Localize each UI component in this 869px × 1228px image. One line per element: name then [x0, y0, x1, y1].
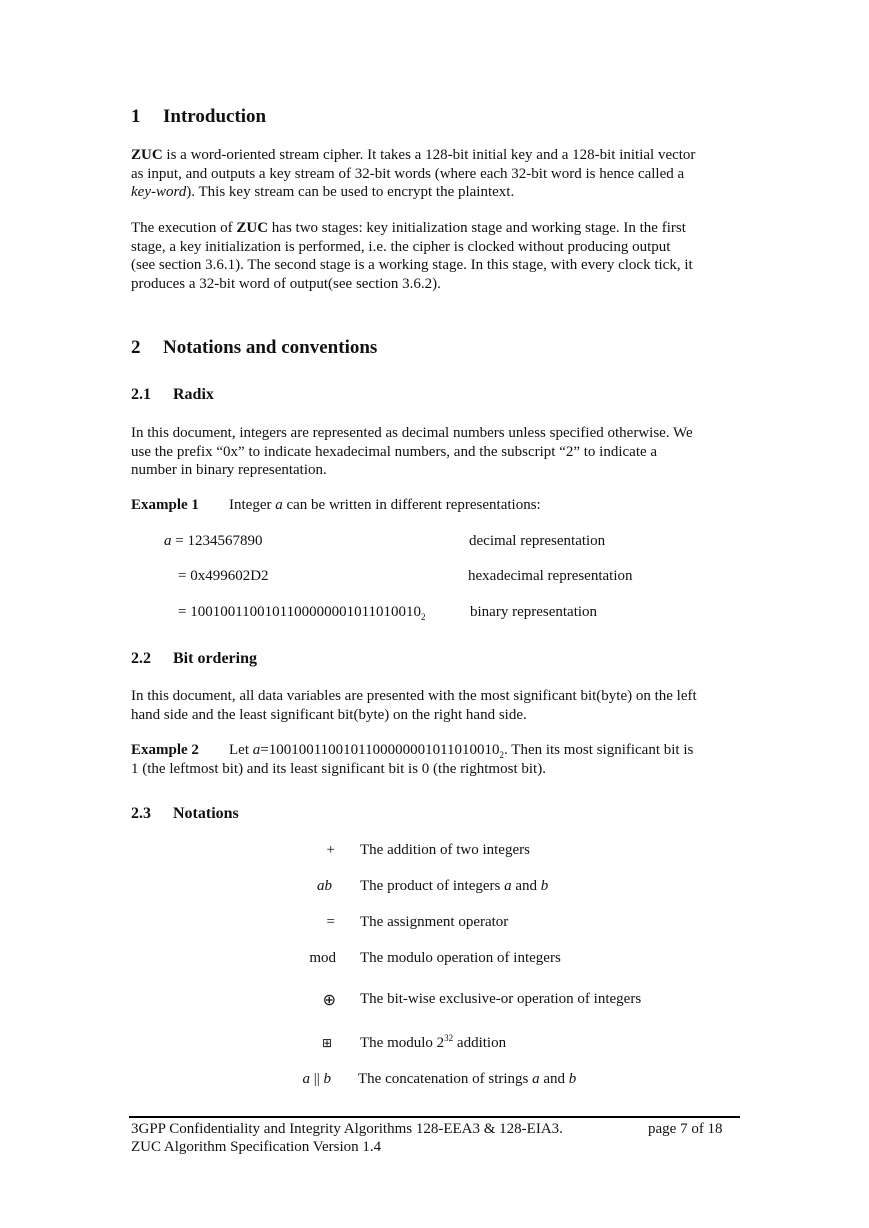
text: use the prefix “0x” to indicate hexadecimal numbers, and the subscript “2” to indicate a [131, 443, 658, 460]
symbol: ab [317, 878, 332, 894]
variable: a [302, 1071, 310, 1087]
subscript: 2 [421, 612, 426, 622]
text: ). This key stream can be used to encrypt the plaintext. [186, 184, 515, 200]
text: The product of integers [360, 878, 505, 894]
subsection-title: Bit ordering [173, 650, 257, 667]
subsection-2-2-heading [131, 650, 257, 668]
text: The execution of [131, 220, 237, 236]
notation-description [360, 1035, 506, 1052]
section-number: 2 [131, 337, 141, 358]
concatenation-symbol [302, 1071, 331, 1088]
example-2 [131, 741, 741, 778]
binary-value [178, 604, 426, 621]
equals-symbol: = [326, 914, 335, 930]
hex-value: = 0x499602D2 [178, 568, 269, 584]
text: The modulo 2 [360, 1035, 445, 1051]
text: In this document, all data variables are presented with the most significant bit(byte) on the left [131, 688, 697, 704]
text: addition [453, 1035, 507, 1051]
superscript: 32 [444, 1033, 454, 1043]
page-number: page 7 of 18 [648, 1121, 723, 1137]
example-1-decimal [164, 533, 262, 550]
subsection-number: 2.1 [131, 386, 151, 403]
subsection-2-1-heading [131, 386, 214, 404]
notation-description [360, 878, 548, 895]
xor-icon: ⊕ [322, 990, 336, 1009]
section-1-heading [131, 106, 266, 128]
text: hand side and the least significant bit(byte) on the right hand side. [131, 706, 527, 723]
notation-description: The assignment operator [360, 914, 509, 930]
example-label: Example 2 [131, 742, 199, 758]
variable: b [323, 1071, 331, 1087]
product-symbol [317, 878, 332, 895]
variable: a [275, 497, 283, 513]
notation-description: The addition of two integers [360, 842, 530, 858]
text: The concatenation of strings [358, 1071, 533, 1087]
plus-symbol: + [326, 842, 335, 858]
representation-label: hexadecimal representation [468, 568, 633, 584]
text: as input, and outputs a key stream of 32-bit words (where each 32-bit word is hence called a [131, 165, 685, 182]
text: 1 (the leftmost bit) and its least significant bit is 0 (the rightmost bit). [131, 760, 546, 777]
section-title: Introduction [163, 106, 267, 127]
subscript: 2 [499, 750, 505, 760]
representation-label: binary representation [470, 604, 598, 620]
modular-addition-icon: ⊞ [321, 1036, 332, 1050]
text: and [511, 878, 541, 894]
text: is a word-oriented stream cipher. It takes a 128-bit initial key and a 128-bit initial vector [162, 147, 696, 163]
text: (see section 3.6.1). The second stage is a working stage. In this stage, with every clock tick, it [131, 257, 693, 273]
variable: b [568, 1071, 577, 1087]
footer-title: 3GPP Confidentiality and Integrity Algorithms 128-EEA3 & 128-EIA3. [131, 1121, 563, 1137]
value: = 1234567890 [171, 533, 263, 549]
example-1 [131, 497, 541, 514]
text: Let [229, 742, 253, 758]
text: can be written in different representations: [282, 497, 541, 513]
example-label: Example 1 [131, 497, 199, 513]
mod-symbol: mod [309, 950, 336, 966]
notation-description: The bit-wise exclusive-or operation of integers [360, 991, 642, 1007]
key-word-term: key-word [131, 184, 187, 200]
variable: a [504, 878, 512, 894]
text: stage, a key initialization is performed, i.e. the cipher is clocked without producing output [131, 238, 671, 255]
subsection-number: 2.2 [131, 650, 151, 667]
subsection-number: 2.3 [131, 805, 151, 822]
intro-paragraph-2 [131, 219, 741, 293]
footer-subtitle: ZUC Algorithm Specification Version 1.4 [131, 1139, 382, 1155]
value: = 1001001100101100000001011010010 [178, 604, 422, 620]
notation-description [358, 1071, 576, 1088]
zuc-term: ZUC [236, 220, 269, 236]
radix-paragraph [131, 424, 741, 480]
variable: a [532, 1071, 540, 1087]
text: . Then its most significant bit is [504, 742, 694, 758]
representation-label: decimal representation [469, 533, 606, 549]
text: number in binary representation. [131, 462, 327, 478]
section-number: 1 [131, 106, 141, 127]
text: produces a 32-bit word of output(see section 3.6.2). [131, 275, 441, 292]
notation-description: The modulo operation of integers [360, 950, 561, 966]
variable: a [252, 742, 261, 758]
footer-rule [129, 1116, 740, 1118]
value: =1001001100101100000001011010010 [260, 742, 500, 758]
zuc-term: ZUC [131, 147, 163, 163]
variable: a [164, 533, 172, 549]
text: Integer [229, 497, 276, 513]
intro-paragraph-1 [131, 146, 741, 202]
text: has two stages: key initialization stage and working stage. In the first [268, 220, 686, 236]
text: and [539, 1071, 569, 1087]
subsection-title: Notations [173, 805, 239, 822]
subsection-2-3-heading [131, 805, 239, 823]
variable: b [540, 878, 549, 894]
section-title: Notations and conventions [163, 337, 378, 358]
text: In this document, integers are represented as decimal numbers unless specified otherwise. We [131, 425, 693, 441]
section-2-heading [131, 337, 377, 359]
subsection-title: Radix [173, 386, 214, 403]
bit-ordering-paragraph [131, 687, 741, 724]
operator: || [309, 1071, 324, 1087]
